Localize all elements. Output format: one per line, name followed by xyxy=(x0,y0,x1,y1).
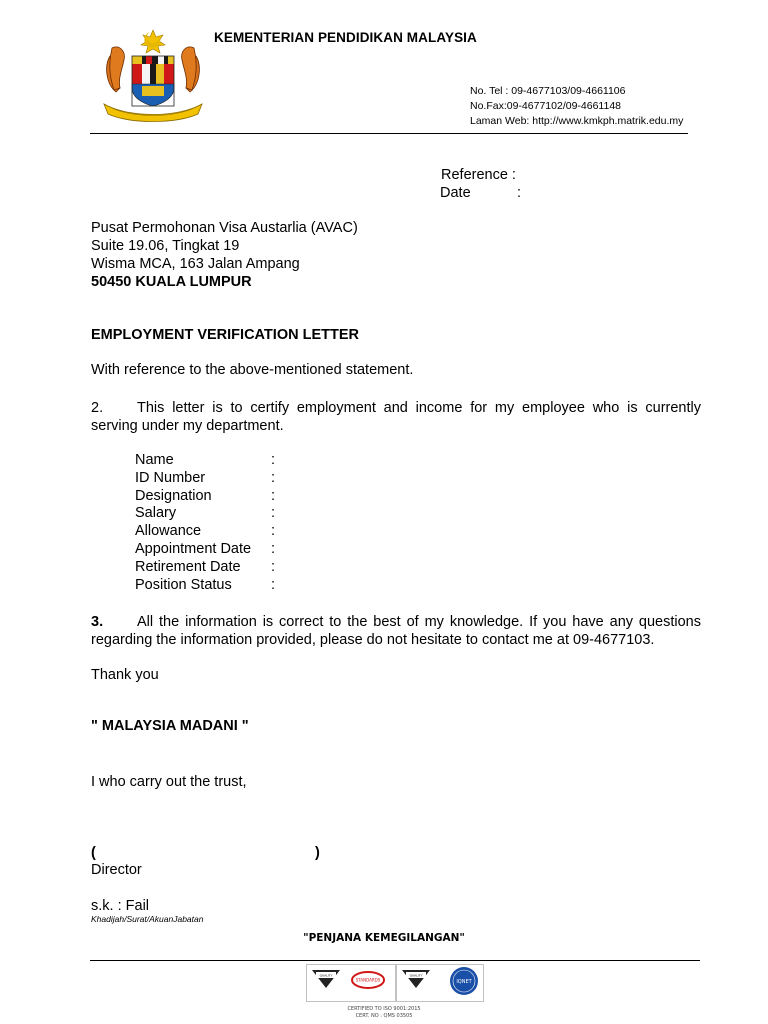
detail-row-name xyxy=(135,452,295,470)
file-reference: Khadijah/Surat/AkuanJabatan xyxy=(91,914,204,924)
iqnet-badge-icon xyxy=(450,967,478,995)
signatory-title: Director xyxy=(91,862,142,878)
badge-quality-2: QUALITY xyxy=(409,973,423,978)
signature-close-paren: ) xyxy=(315,845,320,861)
detail-row-salary xyxy=(135,505,295,523)
ministry-name: KEMENTERIAN PENDIDIKAN MALAYSIA xyxy=(214,30,477,45)
signature-open-paren: ( xyxy=(91,845,96,861)
recipient-line-2: Suite 19.06, Tingkat 19 xyxy=(91,238,240,254)
detail-label: ID Number xyxy=(135,469,206,486)
intro-line: With reference to the above-mentioned statement. xyxy=(91,362,414,378)
trust-line: I who carry out the trust, xyxy=(91,774,247,790)
cert-line-1: CERTIFIED TO ISO 9001:2015 xyxy=(347,1006,421,1012)
detail-label: Position Status xyxy=(135,576,232,593)
badge-quality-1: QUALITY xyxy=(319,973,333,978)
contact-fax: No.Fax:09-4677102/09-4661148 xyxy=(470,100,622,112)
letter-title: EMPLOYMENT VERIFICATION LETTER xyxy=(91,327,359,343)
slogan: " MALAYSIA MADANI " xyxy=(91,718,249,734)
detail-label: Appointment Date xyxy=(135,540,252,557)
paragraph-2 xyxy=(91,399,701,435)
cert-line-2: CERT. NO : QMS 03505 xyxy=(355,1013,413,1019)
paragraph-2-number: 2. xyxy=(91,400,104,416)
detail-label: Retirement Date xyxy=(135,558,241,575)
detail-colon: : xyxy=(271,452,276,468)
closing-thanks: Thank you xyxy=(91,667,159,683)
date-colon: : xyxy=(517,185,522,201)
paragraph-3-text: All the information is correct to the best of my knowledge. If you have any questions regarding the information provided, please do not hesitate to contact me at 09-4677103. xyxy=(91,614,701,648)
recipient-line-1: Pusat Permohonan Visa Austarlia (AVAC) xyxy=(91,220,358,236)
detail-label: Allowance xyxy=(135,523,202,540)
detail-colon: : xyxy=(271,487,276,504)
detail-label: Name xyxy=(135,452,174,468)
paragraph-2-text: This letter is to certify employment and income for my employee who is currently serving under my department. xyxy=(91,400,701,434)
reference-label: Reference : xyxy=(441,167,516,183)
footer-motto: "PENJANA KEMEGILANGAN" xyxy=(303,932,465,944)
detail-row-allowance xyxy=(135,523,295,541)
paragraph-3 xyxy=(91,613,701,649)
detail-colon: : xyxy=(271,469,276,486)
badge-standards: STANDARDS xyxy=(355,977,381,983)
detail-row-retirement-date xyxy=(135,559,295,577)
contact-web: Laman Web: http://www.kmkph.matrik.edu.my xyxy=(470,115,684,127)
detail-label: Designation xyxy=(135,487,212,504)
date-label: Date xyxy=(440,185,471,201)
recipient-postcode-city: 50450 KUALA LUMPUR xyxy=(91,274,252,290)
detail-row-appointment-date xyxy=(135,541,295,559)
coat-of-arms-logo xyxy=(98,26,208,122)
copy-to: s.k. : Fail xyxy=(91,898,150,914)
recipient-line-3: Wisma MCA, 163 Jalan Ampang xyxy=(91,256,300,272)
detail-row-position-status xyxy=(135,577,295,595)
detail-row-id-number xyxy=(135,470,295,488)
detail-colon: : xyxy=(271,558,276,575)
paragraph-3-number: 3. xyxy=(91,614,104,630)
certification-badges xyxy=(306,964,484,1004)
contact-tel: No. Tel : 09-4677103/09-4661106 xyxy=(470,85,626,97)
employee-details-list xyxy=(135,452,295,594)
detail-row-designation xyxy=(135,488,295,506)
footer-divider xyxy=(90,960,700,961)
header-divider xyxy=(90,133,688,134)
detail-colon: : xyxy=(271,540,276,557)
detail-colon: : xyxy=(271,505,276,522)
detail-colon: : xyxy=(271,576,276,593)
detail-label: Salary xyxy=(135,505,177,522)
detail-colon: : xyxy=(271,523,276,540)
badge-iqnet: IQNET xyxy=(456,979,472,985)
standards-badge-icon xyxy=(352,972,384,988)
